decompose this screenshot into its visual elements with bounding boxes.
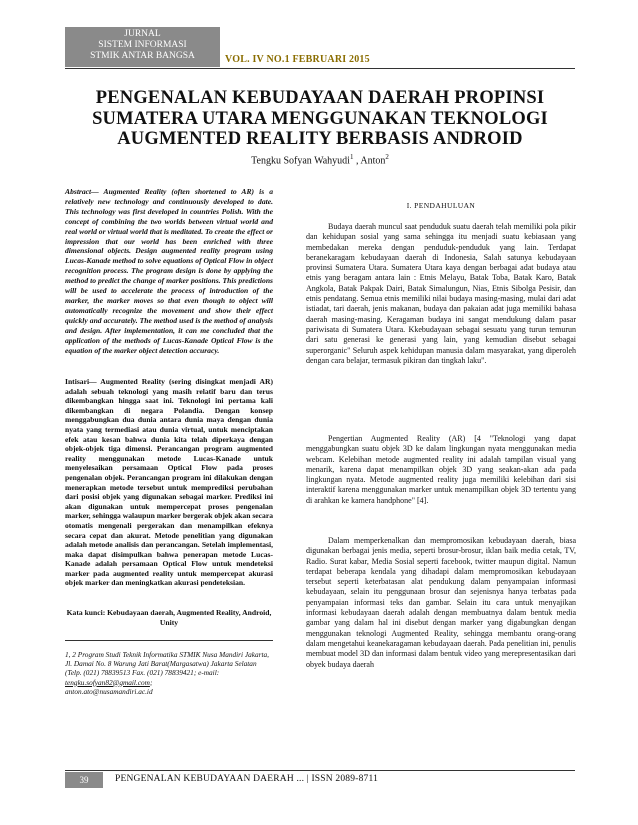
authors <box>65 153 575 166</box>
volume-label: VOL. IV NO.1 FEBRUARI 2015 <box>225 54 370 65</box>
abstract: Abstract— Augmented Reality (often shortened to AR) is a relatively new technology and continuously developed to date. This technology was first developed in countries Polish. With the concept of combining the two worlds between virtual world and real world or virtual world that is meditated. To create the effect or impression that our world has been enriched with three dimensional objects. Design augmented reality program using Lucas-Kanade method to solve equations of Optical Flow in object recognition process. The program design is done by applying the method to predict the change of marker positions. This predictions will be used to accelerate the process of introduction of the marker, the marker moves so that even though to object will automatically recognize the movement and show their effect quickly and accurately. The method used is the method of analysis and design. After implementation, it can me concluded that the application of the methods of Lucas-Kanade Optical Flow is the equation of the marker object detection accuracy. <box>65 187 273 355</box>
author-2: , Anton <box>353 155 386 167</box>
journal-name-line1: JURNAL <box>124 29 161 39</box>
email-link-1[interactable]: tengku.sofyan82@gmail.com <box>65 677 150 687</box>
intisari: Intisari— Augmented Reality (sering disingkat menjadi AR) adalah sebuah teknologi yang masih relatif baru dan terus dikembangkan hingga saat ini. Teknologi ini pertama kali dikembangkan di negara Polandia. Dengan konsep menggabungkan dua dunia antara dunia maya dengan dunia nyata yang termediasi atau dunia virtual, untuk menciptakan efek atau kesan bahwa dunia kita telah diperkaya dengan objek-objek tiga dimensi. Perancangan program augmented reality menggunakan metode Lucas-Kanade untuk menyelesaikan persamaan Optical Flow pada proses pengenalan objek. Perancangan program ini dilakukan dengan menerapkan metode tersebut untuk memprediksi perubahan dari posisi objek yang digunakan sebagai marker. Prediksi ini akan digunakan untuk mempercepat proses pengenalan marker, sehingga walaupun marker bergerak objek akan secara otomatis mengenali pergerakan dan menampilkan efeknya secara cepat dan akurat. Metode penelitian yang digunakan adalah metode analisis dan perancangan. Setelah implementasi, maka dapat disimpulkan bahwa penerapan metode Lucas-Kanade adalah persamaan Optical Flow untuk mendeteksi marker pada augmented reality untuk mempercepat akurasi objek marker dan meningkatkan akurasi pendeteksian. <box>65 377 273 588</box>
title-line2: SUMATERA UTARA MENGGUNAKAN TEKNOLOGI <box>92 108 548 129</box>
section-heading: I. PENDAHULUAN <box>406 201 476 210</box>
title-line3: AUGMENTED REALITY BERBASIS ANDROID <box>117 129 523 149</box>
footnote-text: 1, 2 Program Studi Teknik Informatika STMIK Nusa Mandiri Jakarta, Jl. Damai No. 8 Warung Jati Barat(Margasatwa) Jakarta Selatan (Telp. (021) 78839513 Fax. (021) 78839421; e-mail: <box>65 650 269 678</box>
journal-name-line3: STMIK ANTAR BANGSA <box>90 51 195 61</box>
author-1: Tengku Sofyan Wahyudi <box>251 155 350 167</box>
footer-divider <box>65 770 575 771</box>
body-paragraph-3: Dalam memperkenalkan dan mempromosikan kebudayaan daerah, biasa digunakan berbagai jenis media, seperti brosur-brosur, iklan baik media cetak, TV, Radio. Surat kabar, Media Sosial seperti facebook, twitter maupun digital. Namun terdapat beberapa kendala yang dihadapi dalam mempromosikan kebudayaan tersebut seperti keterbatasan alat pendukung dalam penyampaian informasi kebudayaan, selain itu penggunaan brosur dan sejenisnya hanya terbatas pada penyampaian informasi teks dan gambar. Selain itu cara untuk menyajikan informasi kebudayaan daerah adalah dengan membuatnya dalam bentuk media gambar yang dalam hal ini disebut dengan marker yang digabungkan dengan menggunakan teknologi Augmented Reality, sehingga membantu orang-orang dalam mengetahui keanekaragaman kebudayaan daerah. Pada penelitian ini, penulis membuat model 3D dan informasi dalam bentuk video yang merepresentasikan dari obyek budaya daerah <box>306 536 576 669</box>
journal-name-box <box>65 27 220 67</box>
affiliation-footnote <box>65 650 273 696</box>
running-footer: PENGENALAN KEBUDAYAAN DAERAH ... | ISSN 2089-8711 <box>115 774 379 784</box>
paper-title <box>65 88 575 150</box>
footnote-divider <box>65 640 273 641</box>
header-divider <box>65 68 575 69</box>
journal-name-line2: SISTEM INFORMASI <box>98 40 187 50</box>
email-link-2[interactable]: anton.ato@nusamandiri.ac.id <box>65 686 153 696</box>
title-line1: PENGENALAN KEBUDAYAAN DAERAH PROPINSI <box>95 88 545 108</box>
author-2-mark: 2 <box>385 153 389 161</box>
footnote-sep: ; <box>149 677 153 687</box>
body-paragraph-1: Budaya daerah muncul saat penduduk suatu daerah telah memiliki pola pikir dan kehidupan sosial yang sama sehingga itu menjadi suatu kebiasaan yang membedakan mereka dengan penduduk-penduduk yang lain. Terdapat beranekaragam kebudayaan daerah di Indonesia, Salah satunya kebudayaan provinsi Sumatera Utara. Sumatera Utara kaya dengan berbagai adat budaya atau etnis yang beragam antara lain : Etnis Melayu, Batak Toba, Batak Karo, Batak Angkola, Batak Pakpak Dairi, Batak Simalungun, Nias, Etnis Sibolga Pesisir, dan etnis pendatang. Semua etnis memiliki nilai budaya masing-masing, mulai dari adat istiadat, tari daerah, jenis makanan, budaya dan pakaian adat juga memiliki bahasa daerah masing-masing. Keragaman budaya ini sangat mendukung dalam pasar pariwisata di Sumatera Utara. Kkebudayaan sebagai sesuatu yang turun temurun dari satu generasi ke generasi yang lain, yang kemudian disebut sebagai superorganic" Seluruh aspek kehidupan manusia dalam masyarakat, yang diperoleh dengan cara belajar, termasuk pikiran dan tingkah laku". <box>306 222 576 365</box>
body-paragraph-2: Pengertian Augmented Reality (AR) [4 "Teknologi yang dapat menggabungkan suatu objek 3D ke dalam lingkungan nyata menggunakan media webcam. Kelebihan metode augmented reality ini adalah tampilan visual yang menarik, karena dapat menampilkan objek 3D yang seakan-akan ada pada lingkungan nyata. Metode augmented reality juga memiliki kelebihan dari sisi interaktif karena menggunakan marker untuk menampilkan objek 3D tertentu yang di arahkan ke kamera handphone" [4]. <box>306 434 576 505</box>
author-1-mark: 1 <box>349 153 354 161</box>
keywords: Kata kunci: Kebudayaan daerah, Augmented Reality, Android, Unity <box>66 608 272 627</box>
page-number: 39 <box>65 772 103 788</box>
